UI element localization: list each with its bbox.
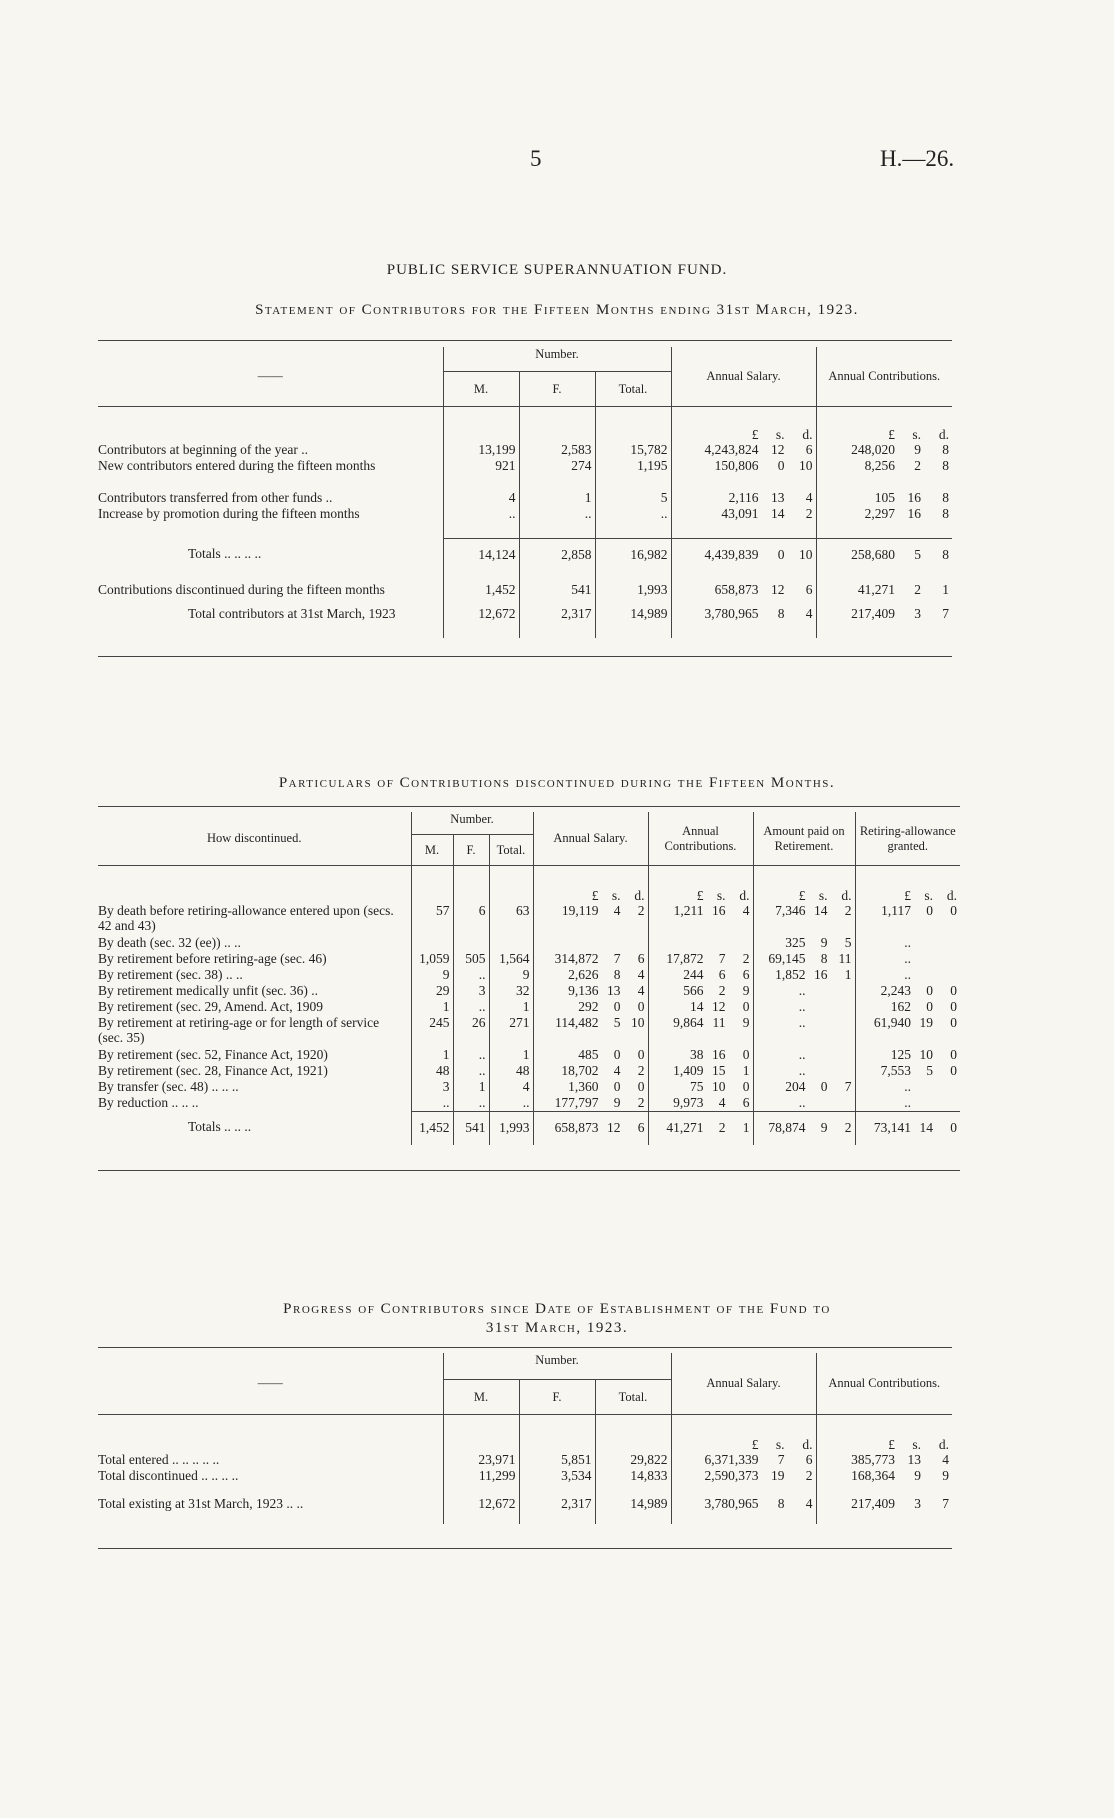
count-m: 921 (443, 458, 519, 490)
annual-contributions: 9,973 4 6 (648, 1095, 753, 1111)
count-m: 4 (443, 490, 519, 506)
annual-salary: 658,873 12 6 (671, 574, 816, 606)
annual-contributions: 248,020 9 8 (816, 442, 952, 458)
t2-m-header: M. (411, 835, 453, 866)
table-row (98, 999, 960, 1015)
t1-bottom-rule (98, 656, 952, 657)
table-row (98, 490, 952, 506)
count-t: 1 (489, 1047, 533, 1063)
table-row (98, 1015, 960, 1047)
annual-contributions: 217,409 3 7 (816, 1484, 952, 1524)
annual-salary: 9,136 13 4 (533, 983, 648, 999)
t2-refund-units: £ s. d. (753, 888, 855, 903)
count-m: 3 (411, 1079, 453, 1095)
count-f: 2,583 (519, 442, 595, 458)
annual-contributions: 8,256 2 8 (816, 458, 952, 490)
retiring-allowance: 162 0 0 (855, 999, 960, 1015)
retiring-allowance: 1,117 0 0 (855, 903, 960, 935)
annual-salary: 1,360 0 0 (533, 1079, 648, 1095)
row-label: By death before retiring-allowance entered upon (secs. 42 and 43) (98, 903, 394, 933)
t2-number-header: Number. (411, 812, 533, 835)
annual-contributions: 244 6 6 (648, 967, 753, 983)
t2-salary-units: £ s. d. (533, 888, 648, 903)
t1-m-header: M. (443, 372, 519, 407)
count-f: 5,851 (519, 1452, 595, 1468)
annual-salary: 4,243,824 12 6 (671, 442, 816, 458)
row-label: By retirement at retiring-age or for length of service (sec. 35) (98, 1015, 380, 1045)
table-row (98, 458, 952, 490)
t3-contrib-header: Annual Contributions. (816, 1353, 952, 1415)
count-t: 32 (489, 983, 533, 999)
count-m: .. (443, 506, 519, 538)
annual-contributions (648, 935, 753, 951)
t3-m-header: M. (443, 1380, 519, 1415)
count-t (489, 935, 533, 951)
t1-salary-header: Annual Salary. (671, 347, 816, 407)
count-f (453, 935, 489, 951)
t1-number-header: Number. (443, 347, 671, 372)
t1-f-header: F. (519, 372, 595, 407)
t3-total-header: Total. (595, 1380, 671, 1415)
count-m: 1 (411, 999, 453, 1015)
count-t: .. (595, 506, 671, 538)
annual-contributions: 566 2 9 (648, 983, 753, 999)
count-f: 2,858 (519, 538, 595, 574)
annual-contributions: 1,211 16 4 (648, 903, 753, 935)
t3-contrib-units: £ s. d. (816, 1437, 952, 1452)
count-t: 5 (595, 490, 671, 506)
t2-f-header: F. (453, 835, 489, 866)
fund-title: PUBLIC SERVICE SUPERANNUATION FUND. (386, 262, 728, 278)
count-t: 9 (489, 967, 533, 983)
discontinued-particulars-table (98, 812, 960, 1145)
count-t: 4 (489, 1079, 533, 1095)
count-t: 1,993 (489, 1111, 533, 1145)
t1-salary-units: £ s. d. (671, 427, 816, 442)
retiring-allowance: 7,553 5 0 (855, 1063, 960, 1079)
row-label: Contributors transferred from other funds .. (98, 490, 333, 505)
amount-paid-on-retirement: 325 9 5 (753, 935, 855, 951)
count-t: .. (489, 1095, 533, 1111)
annual-contributions: 105 16 8 (816, 490, 952, 506)
t2-bottom-rule (98, 1170, 960, 1171)
count-t: 271 (489, 1015, 533, 1047)
row-label: By retirement (sec. 38) .. .. (98, 967, 243, 982)
count-t: 14,833 (595, 1468, 671, 1484)
t2-salary-header: Annual Salary. (533, 812, 648, 866)
amount-paid-on-retirement: 1,852 16 1 (753, 967, 855, 983)
amount-paid-on-retirement: .. (753, 999, 855, 1015)
annual-salary: 314,872 7 6 (533, 951, 648, 967)
count-f: 541 (519, 574, 595, 606)
annual-salary: 2,590,373 19 2 (671, 1468, 816, 1484)
count-f: 3 (453, 983, 489, 999)
count-f: .. (519, 506, 595, 538)
count-f: 274 (519, 458, 595, 490)
annual-contributions: 2,297 16 8 (816, 506, 952, 538)
t1-contrib-header: Annual Contributions. (816, 347, 952, 407)
count-m: 57 (411, 903, 453, 935)
t2-contrib-units: £ s. d. (648, 888, 753, 903)
table-row (98, 1111, 960, 1145)
row-label: By retirement medically unfit (sec. 36) .. (98, 983, 319, 998)
annual-salary: 485 0 0 (533, 1047, 648, 1063)
row-label: By death (sec. 32 (ee)) .. .. (98, 935, 241, 950)
t1-contrib-units: £ s. d. (816, 427, 952, 442)
retiring-allowance: 73,141 14 0 (855, 1111, 960, 1145)
count-t: 29,822 (595, 1452, 671, 1468)
annual-salary: 150,806 0 10 (671, 458, 816, 490)
count-t: 1,993 (595, 574, 671, 606)
count-t: 1,564 (489, 951, 533, 967)
t2-total-header: Total. (489, 835, 533, 866)
count-m: 1,452 (411, 1111, 453, 1145)
count-t: 63 (489, 903, 533, 935)
table-row (98, 574, 952, 606)
count-m: 9 (411, 967, 453, 983)
annual-salary: 18,702 4 2 (533, 1063, 648, 1079)
count-t: 1,195 (595, 458, 671, 490)
t3-blank-header: —— (257, 1376, 283, 1390)
count-m: 13,199 (443, 442, 519, 458)
annual-contributions: 258,680 5 8 (816, 538, 952, 574)
annual-contributions: 38 16 0 (648, 1047, 753, 1063)
annual-salary: 114,482 5 10 (533, 1015, 648, 1047)
count-m: 1 (411, 1047, 453, 1063)
row-label: By retirement (sec. 29, Amend. Act, 1909 (98, 999, 323, 1014)
count-f: 3,534 (519, 1468, 595, 1484)
count-f: 541 (453, 1111, 489, 1145)
annual-contributions: 1,409 15 1 (648, 1063, 753, 1079)
count-t: 14,989 (595, 1484, 671, 1524)
amount-paid-on-retirement: .. (753, 983, 855, 999)
count-m: 1,059 (411, 951, 453, 967)
table-row (98, 903, 960, 935)
table-row (98, 442, 952, 458)
page-number: 5 (530, 146, 542, 171)
table-row (98, 1095, 960, 1111)
count-f: 1 (453, 1079, 489, 1095)
row-label: New contributors entered during the fifteen months (98, 458, 376, 473)
progress-table (98, 1353, 952, 1524)
t3-f-header: F. (519, 1380, 595, 1415)
row-label: Total entered .. .. .. .. .. (98, 1452, 220, 1467)
annual-contributions: 9,864 11 9 (648, 1015, 753, 1047)
amount-paid-on-retirement: 7,346 14 2 (753, 903, 855, 935)
statement-heading: Statement of Contributors for the Fifteen Months ending 31st March, 1923. (255, 302, 859, 318)
annual-contributions: 41,271 2 1 (816, 574, 952, 606)
annual-contributions: 41,271 2 1 (648, 1111, 753, 1145)
annual-salary: 177,797 9 2 (533, 1095, 648, 1111)
count-f: .. (453, 1063, 489, 1079)
count-m: 12,672 (443, 1484, 519, 1524)
t3-number-header: Number. (443, 1353, 671, 1380)
amount-paid-on-retirement: 69,145 8 11 (753, 951, 855, 967)
particulars-heading: Particulars of Contributions discontinued during the Fifteen Months. (278, 775, 836, 791)
retiring-allowance: 61,940 19 0 (855, 1015, 960, 1047)
retiring-allowance: 125 10 0 (855, 1047, 960, 1063)
retiring-allowance: .. (855, 935, 960, 951)
count-f: 6 (453, 903, 489, 935)
count-f: 2,317 (519, 606, 595, 638)
annual-contributions: 217,409 3 7 (816, 606, 952, 638)
t3-bottom-rule (98, 1548, 952, 1549)
contributors-statement-table (98, 347, 952, 638)
t2-allowance-units: £ s. d. (855, 888, 960, 903)
count-t: 15,782 (595, 442, 671, 458)
t3-top-rule (98, 1347, 952, 1348)
annual-salary: 2,116 13 4 (671, 490, 816, 506)
row-label: Increase by promotion during the fifteen months (98, 506, 360, 521)
count-m: 14,124 (443, 538, 519, 574)
annual-contributions: 75 10 0 (648, 1079, 753, 1095)
table-row (98, 983, 960, 999)
count-t: 48 (489, 1063, 533, 1079)
count-m (411, 935, 453, 951)
retiring-allowance: .. (855, 967, 960, 983)
t3-salary-units: £ s. d. (671, 1437, 816, 1452)
t2-allowance-header: Retiring-allowance granted. (855, 812, 960, 866)
row-label: Contributions discontinued during the fifteen months (98, 582, 385, 597)
row-label: By reduction .. .. .. (98, 1095, 199, 1110)
count-m: 23,971 (443, 1452, 519, 1468)
amount-paid-on-retirement: .. (753, 1047, 855, 1063)
row-label: Total discontinued .. .. .. .. (98, 1468, 239, 1483)
table-row (98, 935, 960, 951)
annual-salary: 658,873 12 6 (533, 1111, 648, 1145)
table-row (98, 1452, 952, 1468)
count-m: .. (411, 1095, 453, 1111)
annual-salary: 2,626 8 4 (533, 967, 648, 983)
count-f: .. (453, 1095, 489, 1111)
row-label: Total contributors at 31st March, 1923 (188, 606, 396, 621)
count-f: 1 (519, 490, 595, 506)
annual-contributions: 168,364 9 9 (816, 1468, 952, 1484)
count-m: 48 (411, 1063, 453, 1079)
retiring-allowance: 2,243 0 0 (855, 983, 960, 999)
row-label: By transfer (sec. 48) .. .. .. (98, 1079, 239, 1094)
annual-salary: 19,119 4 2 (533, 903, 648, 935)
amount-paid-on-retirement: .. (753, 1063, 855, 1079)
annual-salary: 6,371,339 7 6 (671, 1452, 816, 1468)
table-row (98, 1484, 952, 1524)
annual-salary: 4,439,839 0 10 (671, 538, 816, 574)
table-row (98, 506, 952, 538)
annual-contributions: 14 12 0 (648, 999, 753, 1015)
t1-total-header: Total. (595, 372, 671, 407)
row-label: Contributors at beginning of the year .. (98, 442, 308, 457)
table-row (98, 606, 952, 638)
count-f: .. (453, 1047, 489, 1063)
row-label: By retirement before retiring-age (sec. 46) (98, 951, 327, 966)
t2-contrib-header: Annual Contributions. (648, 812, 753, 866)
table-row (98, 951, 960, 967)
row-label: Totals .. .. .. (188, 1119, 252, 1134)
t2-refund-header: Amount paid on Retirement. (753, 812, 855, 866)
count-f: 2,317 (519, 1484, 595, 1524)
table-row (98, 1468, 952, 1484)
retiring-allowance: .. (855, 951, 960, 967)
t1-top-rule (98, 340, 952, 341)
table-row (98, 1047, 960, 1063)
annual-contributions: 385,773 13 4 (816, 1452, 952, 1468)
row-label: By retirement (sec. 28, Finance Act, 1921) (98, 1063, 328, 1078)
amount-paid-on-retirement: 204 0 7 (753, 1079, 855, 1095)
table-row (98, 1063, 960, 1079)
count-t: 14,989 (595, 606, 671, 638)
table-row (98, 538, 952, 574)
amount-paid-on-retirement: 78,874 9 2 (753, 1111, 855, 1145)
retiring-allowance: .. (855, 1079, 960, 1095)
annual-salary (533, 935, 648, 951)
t2-how-header: How discontinued. (207, 831, 302, 845)
progress-heading-date: 31st March, 1923. (485, 1320, 629, 1336)
annual-salary: 3,780,965 8 4 (671, 606, 816, 638)
t3-salary-header: Annual Salary. (671, 1353, 816, 1415)
annual-contributions: 17,872 7 2 (648, 951, 753, 967)
count-m: 11,299 (443, 1468, 519, 1484)
table-row (98, 1079, 960, 1095)
count-f: 505 (453, 951, 489, 967)
annual-salary: 43,091 14 2 (671, 506, 816, 538)
count-f: .. (453, 967, 489, 983)
count-t: 16,982 (595, 538, 671, 574)
row-label: By retirement (sec. 52, Finance Act, 1920) (98, 1047, 328, 1062)
table-row (98, 967, 960, 983)
count-t: 1 (489, 999, 533, 1015)
count-m: 12,672 (443, 606, 519, 638)
count-m: 1,452 (443, 574, 519, 606)
amount-paid-on-retirement: .. (753, 1015, 855, 1047)
count-f: .. (453, 999, 489, 1015)
amount-paid-on-retirement: .. (753, 1095, 855, 1111)
document-reference: H.—26. (880, 146, 955, 171)
t1-blank-header: —— (257, 369, 283, 383)
t2-top-rule (98, 806, 960, 807)
count-m: 245 (411, 1015, 453, 1047)
row-label: Totals .. .. .. .. (188, 546, 262, 561)
annual-salary: 292 0 0 (533, 999, 648, 1015)
retiring-allowance: .. (855, 1095, 960, 1111)
annual-salary: 3,780,965 8 4 (671, 1484, 816, 1524)
progress-heading: Progress of Contributors since Date of Establishment of the Fund to (283, 1301, 831, 1317)
row-label: Total existing at 31st March, 1923 .. .. (98, 1496, 304, 1511)
count-m: 29 (411, 983, 453, 999)
count-f: 26 (453, 1015, 489, 1047)
